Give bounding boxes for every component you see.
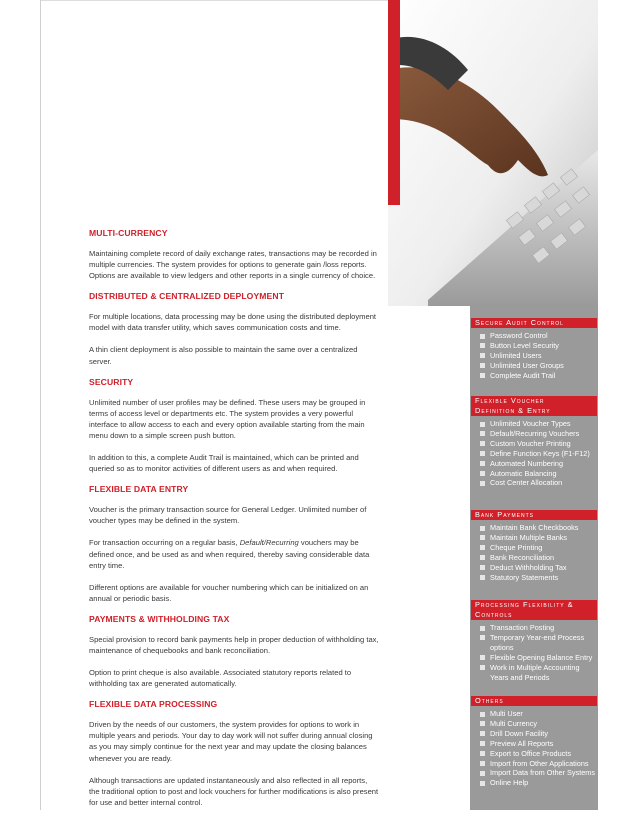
square-bullet-icon (480, 751, 485, 756)
sidebar-heading-line: Controls (475, 610, 513, 619)
sidebar-section-flexible-voucher (471, 396, 597, 488)
section-paragraph: Option to print cheque is also available. Associated statutory reports related to withholding tax are generated automatically. (89, 668, 352, 689)
square-bullet-icon (480, 761, 485, 766)
sidebar-heading: Bank Payments (471, 510, 597, 520)
section-paragraph: A thin client deployment is also possible to maintain the same over a centralized server. (89, 345, 358, 366)
section-paragraph: For transaction occurring on a regular basis, Default/Recurring vouchers may be defined once, and be used as and when required, thereby saving considerable data entry time. (89, 538, 370, 570)
sidebar-heading: Secure Audit Control (471, 318, 597, 328)
square-bullet-icon (480, 665, 485, 670)
square-bullet-icon (480, 555, 485, 560)
sidebar-section-others (471, 696, 597, 788)
sidebar-heading-line: Flexible Voucher (475, 396, 545, 405)
section-paragraph: Maintaining complete record of daily exchange rates, transactions may be recorded in multiple currencies. The system provides for options to generate gain /loss reports. Options are available to view ledgers and other reports in a single currency of choice. (89, 249, 377, 281)
list-item: Cost Center Allocation (480, 478, 597, 488)
square-bullet-icon (480, 535, 485, 540)
square-bullet-icon (480, 363, 485, 368)
square-bullet-icon (480, 565, 485, 570)
section-paragraph: Different options are available for voucher numbering which can be initialized on an annual or periodic basis. (89, 582, 369, 603)
list-item: Unlimited Voucher Types (480, 419, 597, 429)
square-bullet-icon (480, 741, 485, 746)
list-item: Flexible Opening Balance Entry (480, 653, 597, 663)
list-item: Work in Multiple Accounting Years and Periods (480, 663, 597, 683)
square-bullet-icon (480, 626, 485, 631)
section-paragraph: Voucher is the primary transaction source for General Ledger. Unlimited number of voucher types may be defined in the system. (89, 505, 367, 526)
list-item: Cheque Printing (480, 543, 597, 553)
sidebar-list (471, 623, 597, 682)
section-heading-security: SECURITY (89, 376, 134, 387)
section-heading-payments: PAYMENTS & WITHHOLDING TAX (89, 613, 230, 624)
list-item: Unlimited Users (480, 351, 597, 361)
square-bullet-icon (480, 526, 485, 531)
section-heading-multi-currency: MULTI-CURRENCY (89, 228, 168, 238)
square-bullet-icon (480, 655, 485, 660)
square-bullet-icon (480, 334, 485, 339)
sidebar-heading (471, 396, 597, 416)
section-paragraph: Driven by the needs of our customers, the system provides for options to work in multiple years and periods. Your day to day work will not suffer during annual closing as you may simply continue for the next year and may update the closing balances whenever you are ready. (89, 720, 373, 763)
square-bullet-icon (480, 481, 485, 486)
square-bullet-icon (480, 781, 485, 786)
square-bullet-icon (480, 545, 485, 550)
list-item: Bank Reconciliation (480, 553, 597, 563)
sidebar-list (471, 331, 597, 381)
section-paragraph: In addition to this, a complete Audit Trail is maintained, which can be printed and queried so as to monitor activities of different users as and when required. (89, 453, 359, 474)
square-bullet-icon (480, 451, 485, 456)
square-bullet-icon (480, 441, 485, 446)
section-paragraph: Special provision to record bank payments help in proper deduction of withholding tax, maintenance of chequebooks and bank reconciliation. (89, 634, 379, 655)
list-item: Temporary Year-end Process options (480, 633, 597, 653)
square-bullet-icon (480, 575, 485, 580)
emphasis-text: Default/Recurring (239, 538, 299, 548)
list-item: Transaction Posting (480, 623, 597, 633)
sidebar-list (471, 419, 597, 488)
sidebar-section-secure-audit (471, 318, 597, 381)
square-bullet-icon (480, 731, 485, 736)
sidebar-heading-line: Definition & Entry (475, 406, 551, 415)
sidebar-list (471, 709, 597, 788)
hands-on-keyboard-photo (388, 0, 598, 306)
square-bullet-icon (480, 431, 485, 436)
sidebar-section-bank-payments (471, 510, 597, 582)
list-item: Custom Voucher Printing (480, 439, 597, 449)
list-item: Import Data from Other Systems (480, 768, 597, 778)
list-item: Maintain Bank Checkbooks (480, 523, 597, 533)
sidebar-section-processing (471, 600, 597, 682)
list-item: Statutory Statements (480, 573, 597, 583)
list-item: Automated Numbering (480, 459, 597, 469)
square-bullet-icon (480, 373, 485, 378)
list-item: Unlimited User Groups (480, 361, 597, 371)
section-heading-data-processing: FLEXIBLE DATA PROCESSING (89, 699, 218, 710)
list-item: Online Help (480, 778, 597, 788)
section-paragraph: Although transactions are updated instantaneously and also reflected in all reports, the traditional option to post and lock vouchers for further modifications is also present for use and better internal control. (89, 775, 379, 807)
square-bullet-icon (480, 353, 485, 358)
square-bullet-icon (480, 721, 485, 726)
page-left-border (40, 0, 41, 810)
square-bullet-icon (480, 343, 485, 348)
list-item: Preview All Reports (480, 739, 597, 749)
list-item: Multi User (480, 709, 597, 719)
square-bullet-icon (480, 635, 485, 640)
sidebar-heading: Others (471, 696, 597, 706)
square-bullet-icon (480, 771, 485, 776)
list-item: Export to Office Products (480, 749, 597, 759)
list-item: Complete Audit Trail (480, 371, 597, 381)
square-bullet-icon (480, 712, 485, 717)
square-bullet-icon (480, 422, 485, 427)
list-item: Maintain Multiple Banks (480, 533, 597, 543)
list-item: Password Control (480, 331, 597, 341)
list-item: Drill Down Facility (480, 729, 597, 739)
section-paragraph: For multiple locations, data processing may be done using the distributed deployment model with data transfer utility, which saves communication costs and time. (89, 312, 377, 333)
section-paragraph: Unlimited number of user profiles may be defined. These users may be grouped in terms of access level or departments etc. The system provides a very powerful interface to allow access to each and every option available starting from the main menu down to a simple screen push button. (89, 397, 366, 440)
list-item: Import from Other Applications (480, 759, 597, 769)
red-accent-bar (388, 0, 400, 205)
list-item: Default/Recurring Vouchers (480, 429, 597, 439)
list-item: Deduct Withholding Tax (480, 563, 597, 573)
sidebar-heading (471, 600, 597, 620)
list-item: Define Function Keys (F1-F12) (480, 449, 597, 459)
section-heading-data-entry: FLEXIBLE DATA ENTRY (89, 484, 189, 495)
list-item: Button Level Security (480, 341, 597, 351)
section-heading-deployment: DISTRIBUTED & CENTRALIZED DEPLOYMENT (89, 291, 285, 302)
sidebar-list (471, 523, 597, 582)
main-content (89, 228, 379, 818)
list-item: Multi Currency (480, 719, 597, 729)
list-item: Automatic Balancing (480, 469, 597, 479)
square-bullet-icon (480, 471, 485, 476)
square-bullet-icon (480, 461, 485, 466)
sidebar-heading-line: Processing Flexibility & (475, 600, 574, 609)
